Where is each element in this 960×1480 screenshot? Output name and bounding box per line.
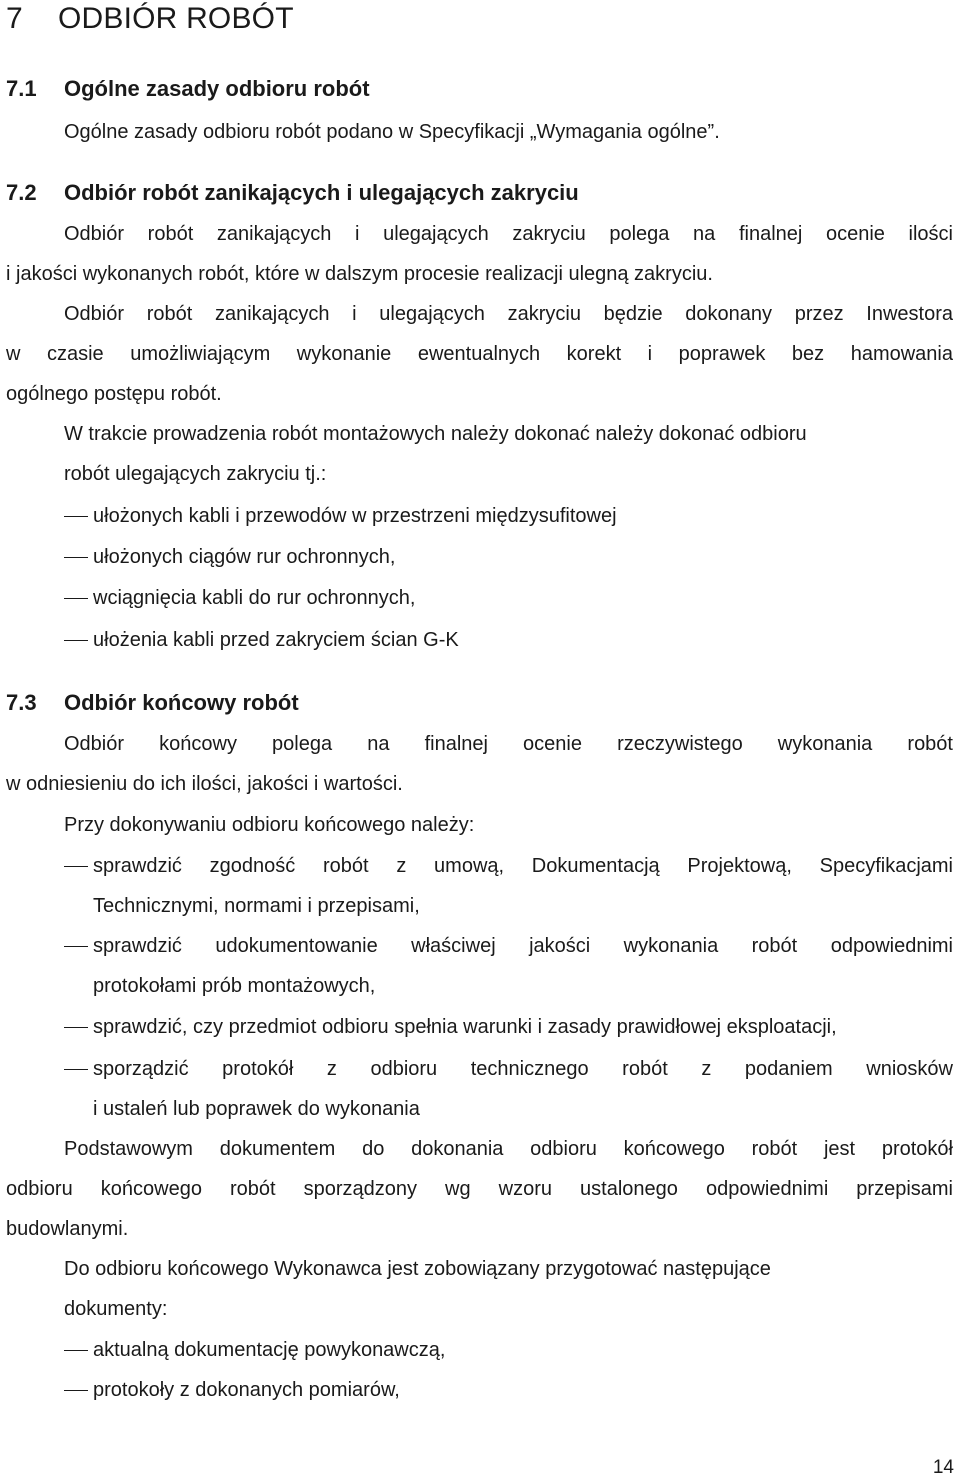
paragraph-line: w czasie umożliwiającym wykonanie ewentualnych korekt i poprawek bez hamowania	[6, 343, 953, 365]
list-item: ułożonych ciągów rur ochronnych,	[93, 546, 396, 568]
list-dash	[64, 866, 88, 867]
paragraph-line: Przy dokonywaniu odbioru końcowego należy:	[64, 814, 475, 836]
paragraph-line: Odbiór końcowy polega na finalnej ocenie rzeczywistego wykonania robót	[64, 733, 953, 755]
paragraph-line: Odbiór robót zanikających i ulegających zakryciu będzie dokonany przez Inwestora	[64, 303, 953, 325]
list-item: sprawdzić udokumentowanie właściwej jakości wykonania robót odpowiednimi	[93, 935, 953, 957]
list-item: sprawdzić zgodność robót z umową, Dokumentacją Projektową, Specyfikacjami	[93, 855, 953, 877]
section-heading-7-1	[6, 76, 370, 102]
section-number: 7.2	[6, 180, 37, 205]
paragraph-line: ogólnego postępu robót.	[6, 383, 222, 405]
chapter-number: 7	[6, 2, 23, 35]
list-dash	[64, 640, 88, 641]
list-item: aktualną dokumentację powykonawczą,	[93, 1339, 446, 1361]
paragraph-line: Odbiór robót zanikających i ulegających zakryciu polega na finalnej ocenie ilości	[64, 223, 953, 245]
list-dash	[64, 516, 88, 517]
list-item: sporządzić protokół z odbioru technicznego robót z podaniem wniosków	[93, 1058, 953, 1080]
list-item: protokoły z dokonanych pomiarów,	[93, 1379, 400, 1401]
chapter-heading	[6, 2, 294, 36]
section-heading-7-2	[6, 180, 579, 206]
paragraph-line: i jakości wykonanych robót, które w dalszym procesie realizacji ulegną zakryciu.	[6, 263, 713, 285]
list-dash	[64, 946, 88, 947]
paragraph-line: Do odbioru końcowego Wykonawca jest zobowiązany przygotować następujące	[64, 1258, 771, 1280]
list-item-continuation: i ustaleń lub poprawek do wykonania	[93, 1098, 420, 1120]
section-number: 7.3	[6, 690, 37, 715]
list-dash	[64, 1069, 88, 1070]
section-title: Odbiór końcowy robót	[64, 690, 299, 715]
paragraph-line: odbioru końcowego robót sporządzony wg wzoru ustalonego odpowiednimi przepisami	[6, 1178, 953, 1200]
section-title: Ogólne zasady odbioru robót	[64, 76, 370, 101]
list-dash	[64, 598, 88, 599]
list-dash	[64, 1027, 88, 1028]
section-number: 7.1	[6, 76, 37, 101]
list-item: sprawdzić, czy przedmiot odbioru spełnia warunki i zasady prawidłowej eksploatacji,	[93, 1016, 837, 1038]
section-7-1-text: Ogólne zasady odbioru robót podano w Specyfikacji „Wymagania ogólne”.	[64, 121, 720, 143]
paragraph-line: budowlanymi.	[6, 1218, 129, 1240]
section-title: Odbiór robót zanikających i ulegających zakryciu	[64, 180, 579, 205]
paragraph-line: Podstawowym dokumentem do dokonania odbioru końcowego robót jest protokół	[64, 1138, 953, 1160]
paragraph-line: dokumenty:	[64, 1298, 168, 1320]
paragraph-line: w odniesieniu do ich ilości, jakości i wartości.	[6, 773, 403, 795]
list-item-continuation: Technicznymi, normami i przepisami,	[93, 895, 420, 917]
list-item: wciągnięcia kabli do rur ochronnych,	[93, 587, 416, 609]
list-dash	[64, 557, 88, 558]
list-dash	[64, 1350, 88, 1351]
list-item: ułożonych kabli i przewodów w przestrzeni międzysufitowej	[93, 505, 617, 527]
list-dash	[64, 1390, 88, 1391]
paragraph-line: robót ulegających zakryciu tj.:	[64, 463, 327, 485]
list-item-continuation: protokołami prób montażowych,	[93, 975, 376, 997]
list-item: ułożenia kabli przed zakryciem ścian G-K	[93, 629, 459, 651]
page-number: 14	[932, 1457, 954, 1478]
paragraph-line: W trakcie prowadzenia robót montażowych należy dokonać należy dokonać odbioru	[64, 423, 807, 445]
chapter-title: ODBIÓR ROBÓT	[57, 2, 294, 35]
section-heading-7-3	[6, 690, 299, 716]
